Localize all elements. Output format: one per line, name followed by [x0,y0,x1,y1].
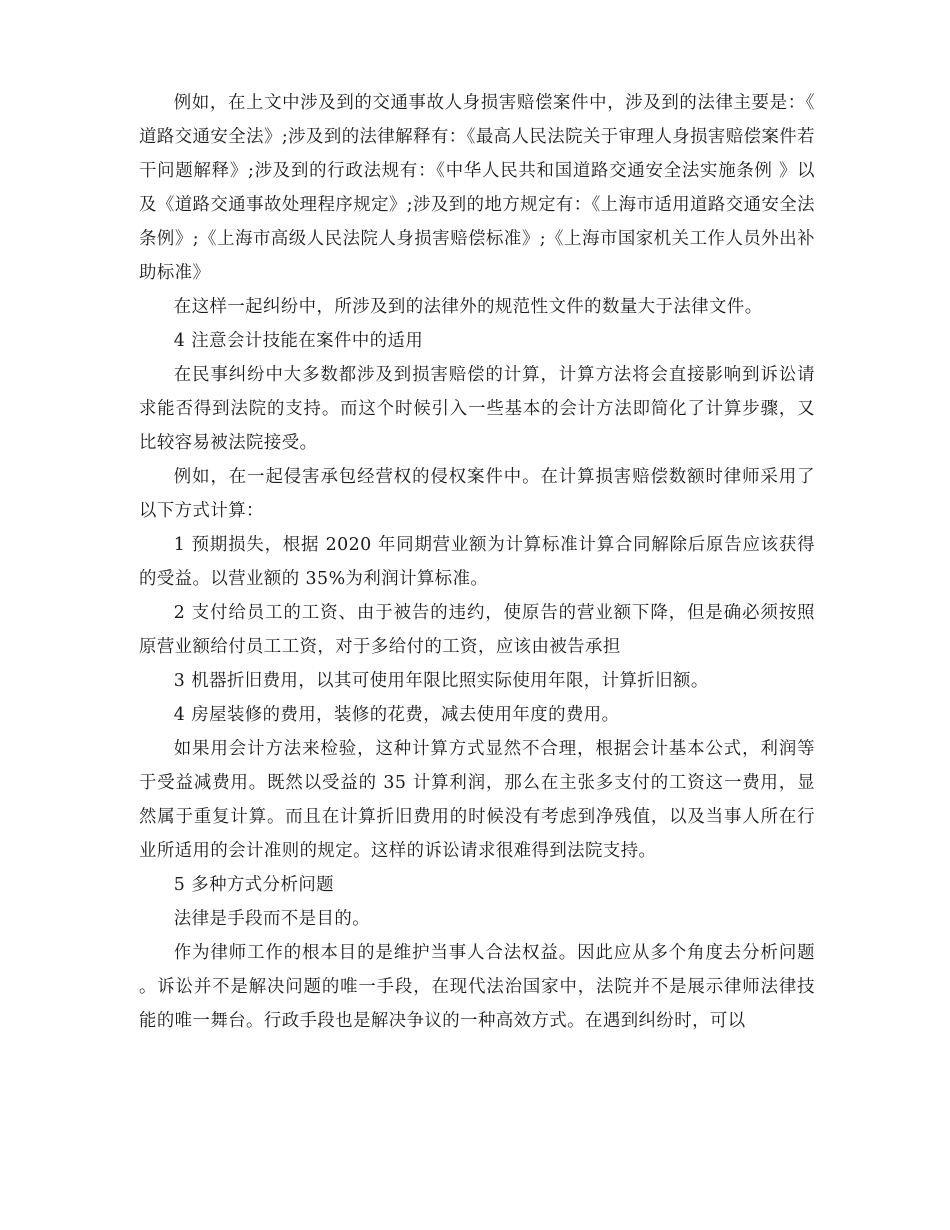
list-item-depreciation: 3 机器折旧费用，以其可使用年限比照实际使用年限，计算折旧额。 [173,671,709,691]
document-body [139,86,815,1038]
paragraph-accounting-check: 如果用会计方法来检验，这种计算方式显然不合理，根据会计基本公式，利润等于受益减费用。既然以受益的 35 计算利润，那么在主张多支付的工资这一费用，显然属于重复计算。而且在计算折旧费用的时候没有考虑到净残值，以及当事人所在行业所适用的会计准则的规定。这样的诉讼请求很难得到法院支持。 [139,739,815,861]
paragraph-infringement-example: 例如，在一起侵害承包经营权的侵权案件中。在计算损害赔偿数额时律师采用了以下方式计算： [139,467,815,521]
list-item-employee-wages: 2 支付给员工的工资、由于被告的违约，使原告的营业额下降，但是确必须按照原营业额给付员工工资，对于多给付的工资，应该由被告承担 [139,603,815,657]
section-heading-multiple-approaches: 5 多种方式分析问题 [173,875,335,895]
paragraph-normative-documents: 在这样一起纠纷中，所涉及到的法律外的规范性文件的数量大于法律文件。 [173,297,763,317]
paragraph-lawyer-purpose: 作为律师工作的根本目的是维护当事人合法权益。因此应从多个角度去分析问题。诉讼并不是解决问题的唯一手段，在现代法治国家中，法院并不是展示律师法律技能的唯一舞台。行政手段也是解决争议的一种高效方式。在遇到纠纷时，可以 [139,943,815,1031]
paragraph-law-is-means: 法律是手段而不是目的。 [173,909,371,929]
section-heading-accounting-skills: 4 注意会计技能在案件中的适用 [173,331,424,351]
paragraph-traffic-example: 例如，在上文中涉及到的交通事故人身损害赔偿案件中，涉及到的法律主要是：《道路交通安全法》;涉及到的法律解释有：《最高人民法院关于审理人身损害赔偿案件若干问题解释》;涉及到的行政法规有：《中华人民共和国道路交通安全法实施条例 》以及《道路交通事故处理程序规定》;涉及到的地方规定有：《上海市适用道路交通安全法条例》;《上海市高级人民法院人身损害赔偿标准》;《上海市国家机关工作人员外出补助标准》 [139,93,815,283]
list-item-expected-loss: 1 预期损失，根据 2020 年同期营业额为计算标准计算合同解除后原告应该获得的受益。以营业额的 35%为利润计算标准。 [139,535,815,589]
paragraph-damages-calculation: 在民事纠纷中大多数都涉及到损害赔偿的计算，计算方法将会直接影响到诉讼请求能否得到法院的支持。而这个时候引入一些基本的会计方法即简化了计算步骤，又比较容易被法院接受。 [139,365,815,453]
list-item-decoration: 4 房屋装修的费用，装修的花费，减去使用年度的费用。 [173,705,620,725]
